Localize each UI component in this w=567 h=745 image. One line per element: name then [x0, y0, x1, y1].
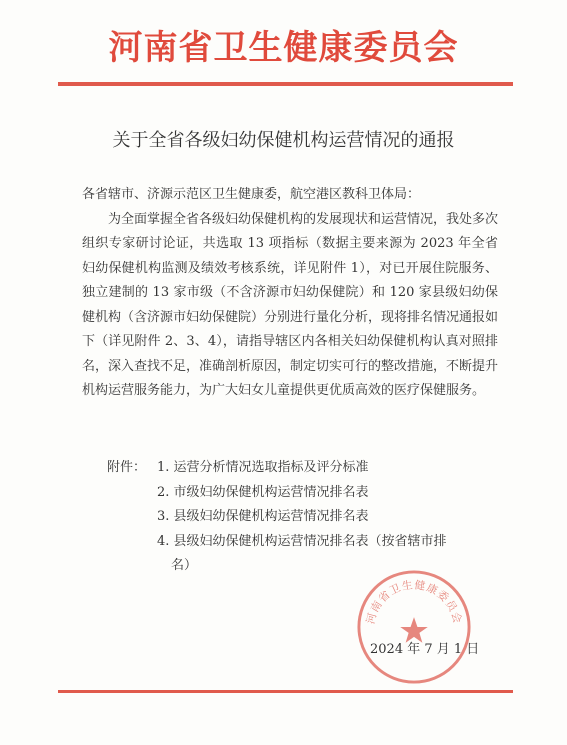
official-seal — [355, 568, 473, 686]
salutation: 各省辖市、济源示范区卫生健康委，航空港区教科卫体局： — [82, 187, 421, 202]
seal-star-icon — [400, 617, 428, 643]
org-header-title: 河南省卫生健康委员会 — [108, 28, 459, 68]
seal-text: 河南省卫生健康委员会 — [363, 578, 465, 626]
footer-divider — [58, 690, 513, 693]
issue-date: 2024 年 7 月 1 日 — [370, 642, 480, 657]
header-divider — [58, 82, 513, 86]
body-paragraph: 为全面掌握全省各级妇幼保健机构的发展现状和运营情况，我处多次组织专家研讨论证，共选取 13 项指标（数据主要来源为 2023 年全省妇幼保健机构监测及绩效考核系统，详见附件 1），对已开展住院服务、独立建制的 13 家市级（不含济源市妇幼保健院）和 120 家县级妇幼保健机构（含济源市妇幼保健院）分别进行量化分析，现将排名情况通报如下（详见附件 2、3、4），请指导辖区内各相关妇幼保健机构认真对照排名，深入查找不足，准确剖析原因，制定切实可行的整改措施，不断提升机构运营服务能力，为广大妇女儿童提供更优质高效的医疗保健服务。 — [82, 211, 499, 398]
attachments-section — [107, 456, 507, 579]
attachment-item-4-continued: 名） — [171, 558, 198, 573]
attachments-list — [157, 456, 507, 579]
attachment-item-3: 3. 县级妇幼保健机构运营情况排名表 — [157, 509, 369, 524]
attachment-item-2: 2. 市级妇幼保健机构运营情况排名表 — [157, 484, 369, 500]
document-title: 关于全省各级妇幼保健机构运营情况的通报 — [112, 130, 455, 151]
attachment-item-1: 1. 运营分析情况选取指标及评分标准 — [157, 460, 369, 475]
attachment-item-4: 4. 县级妇幼保健机构运营情况排名表（按省辖市排 — [157, 533, 447, 549]
attachments-label: 附件： — [107, 460, 147, 475]
document-body — [82, 183, 498, 404]
